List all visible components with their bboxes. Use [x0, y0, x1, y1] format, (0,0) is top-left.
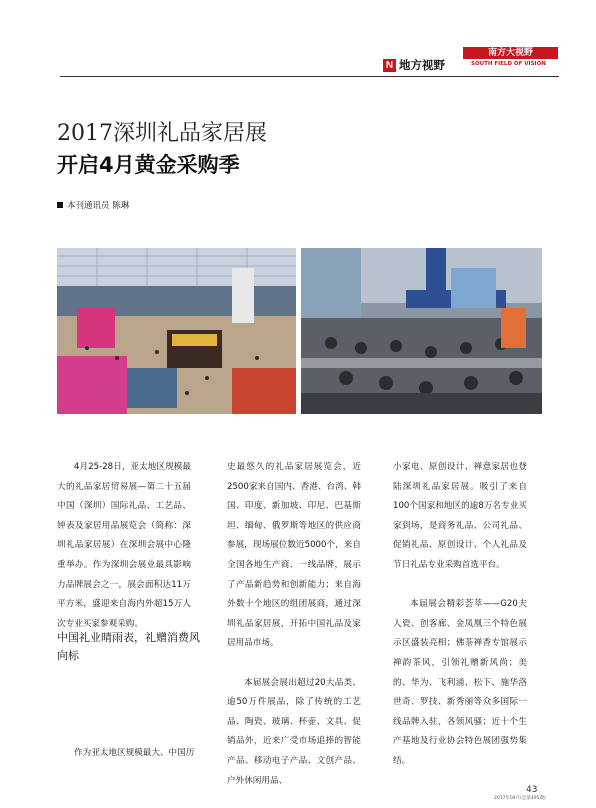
body-column-2	[227, 458, 361, 791]
paragraph: 史最悠久的礼品家居展览会，近2500家来自国内、香港、台湾、韩国、印度、新加坡、印尼、巴基斯坦、缅甸、俄罗斯等地区的供应商参展，现场展位数近5000个，来自全国各地生产商、一线品牌，展示了产品新趋势和创新能力；来自海外数十个地区的组团展商，通过深圳礼品家居展，开拓中国礼品及家居用品市场。	[227, 462, 361, 649]
column-label	[383, 57, 445, 73]
section-header	[463, 47, 558, 69]
issue-info: 2017年04月(总第495期)	[494, 796, 546, 801]
exhibition-hall-photo	[57, 248, 296, 414]
byline-text: 本刊通讯员 陈琳	[67, 201, 130, 211]
article-title: 2017深圳礼品家居展	[57, 121, 267, 146]
body-column-1	[57, 458, 191, 634]
square-bullet-icon	[57, 202, 63, 208]
section-subtitle: SOUTH FIELD OF VISION	[463, 59, 558, 69]
section-heading: 中国礼业晴雨表，礼赠消费风向标	[57, 631, 200, 662]
logo-n-icon: N	[383, 59, 396, 72]
paragraph: 4月25-28日，亚太地区规模最大的礼品家居贸易展—第二十五届中国（深圳）国际礼品、工艺品、钟表及家居用品展览会（简称：深圳礼品家居展）在深圳会展中心隆重举办。作为深圳会展业最具影响力品牌展会之一，展会面积达11万平方米，盛迎来自海内外超15万人次专业买家参观采购。	[57, 462, 191, 629]
paragraph: 本届展会展出超过20大品类、逾50万件展品，除了传统的工艺品、陶瓷、玻璃、杯壶、文具、促销品外，近来广受市场追捧的智能产品、移动电子产品、文创产品、户外休闲用品、	[227, 677, 361, 786]
paragraph: 本届展会精彩荟萃——G20夫人瓷、创客廊、金凤凰三个特色展示区盛装亮相；佛茶禅香专馆展示禅韵茶风，引领礼赠新风尚；美的、华为、飞利浦、松下、施华洛世奇、罗技、新秀丽等众多国际一线品牌入驻，各领风骚；近十个生产基地及行业协会特色展团强势集结。	[393, 599, 527, 766]
article-subtitle: 开启4月黄金采购季	[57, 153, 240, 177]
byline	[57, 199, 129, 211]
header-divider	[60, 76, 559, 77]
seminar-crowd-photo	[301, 248, 542, 414]
paragraph: 作为亚太地区规模最大、中国历	[74, 748, 195, 758]
section-tag: 南方大视野	[463, 47, 558, 59]
paragraph: 小家电、原创设计、禅意家居也登陆深圳礼品家居展。吸引了来自100个国家和地区的逾8万名专业买家到场，是商务礼品、公司礼品、促销礼品、原创设计、个人礼品及节日礼品专业采购首选平台。	[393, 462, 527, 570]
page-number: 43	[526, 785, 538, 795]
body-column-3	[393, 458, 527, 772]
column-name: 地方视野	[399, 58, 445, 72]
